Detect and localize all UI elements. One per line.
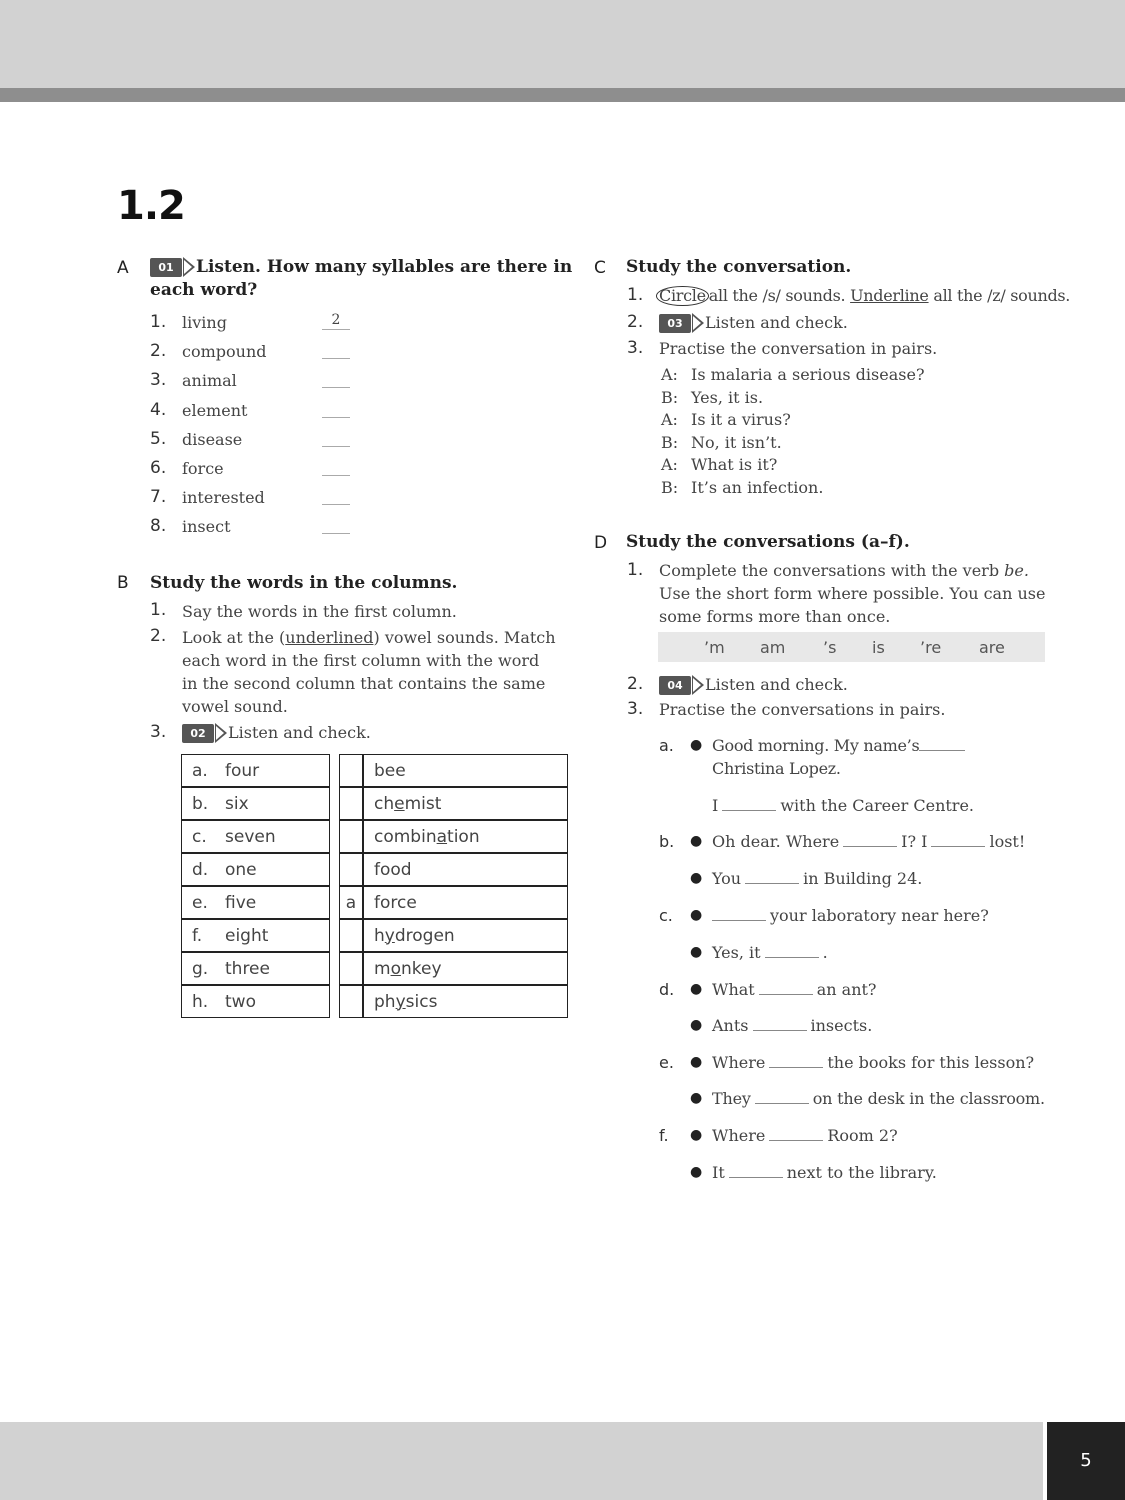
circled-word: Circle	[656, 286, 709, 306]
bullet: ●	[690, 870, 703, 886]
answer-blank[interactable]	[769, 1128, 823, 1141]
answer-blank[interactable]	[919, 738, 965, 751]
verb-form: are	[979, 638, 1005, 657]
conversation-label: b.	[659, 832, 675, 851]
b-instruction-2: Look at the (underlined) vowel sounds. Match each word in the first column with the word in the second column that contains the same vowel sound.	[182, 628, 556, 716]
answer-blank[interactable]	[745, 871, 799, 884]
audio-track-badge[interactable]: 02	[182, 724, 214, 743]
word: living	[182, 313, 227, 332]
bullet: ●	[690, 944, 703, 960]
b-item-number: 3.	[150, 722, 167, 742]
underlined-vowel: a	[436, 826, 448, 847]
header-band	[0, 0, 1125, 88]
syllable-answer-blank[interactable]	[322, 426, 350, 447]
option-letter: c.	[192, 826, 207, 847]
c-item-number: 2.	[627, 312, 644, 332]
left-word-cell	[181, 919, 330, 952]
c-instruction-1: Circle all the /s/ sounds. Underline all the /z/ sounds.	[656, 284, 1070, 307]
match-answer-cell[interactable]	[339, 853, 363, 886]
table-row	[339, 952, 568, 985]
word-part: h	[374, 925, 385, 946]
answer-blank[interactable]	[843, 834, 897, 847]
bullet: ●	[690, 981, 703, 997]
conversation-line: It next to the library.	[712, 1163, 937, 1182]
d-instruction-3: Practise the conversations in pairs.	[659, 700, 946, 719]
word-part: nkey	[400, 958, 442, 979]
syllable-answer-blank[interactable]	[322, 484, 350, 505]
c-instruction-2: 03 Listen and check.	[659, 311, 848, 334]
section-b-title: Study the words in the columns.	[150, 573, 458, 593]
bullet: ●	[690, 1054, 703, 1070]
left-word-cell	[181, 952, 330, 985]
word-part: combin	[374, 826, 437, 847]
bullet: ●	[690, 1127, 703, 1143]
bullet: ●	[690, 833, 703, 849]
word-part: ch	[374, 793, 395, 814]
option-letter: d.	[192, 859, 209, 880]
table-row	[181, 787, 330, 820]
dialogue-line: Is malaria a serious disease?	[691, 365, 925, 384]
option-word: five	[225, 892, 257, 913]
right-word-cell	[363, 952, 568, 985]
word-part: drogen	[394, 925, 455, 946]
word: animal	[182, 371, 237, 391]
b-instruction-3: 02 Listen and check.	[182, 721, 371, 744]
left-word-cell	[181, 820, 330, 853]
match-answer-cell[interactable]	[339, 985, 363, 1018]
option-word: one	[225, 859, 257, 880]
dialogue-line: Is it a virus?	[691, 410, 791, 430]
word-part: m	[374, 958, 391, 979]
word-part: tion	[447, 826, 480, 847]
speaker-label: B:	[661, 387, 679, 407]
conversation-label: d.	[659, 980, 675, 999]
match-answer-cell[interactable]	[339, 787, 363, 820]
conversation-line: your laboratory near here?	[712, 904, 989, 927]
item-number: 5.	[150, 428, 167, 449]
answer-blank[interactable]	[712, 908, 766, 921]
header-stripe	[0, 88, 1125, 102]
left-word-cell	[181, 787, 330, 820]
verb-form: is	[872, 638, 885, 657]
word-part: food	[374, 859, 412, 880]
table-row	[339, 886, 568, 919]
option-letter: f.	[192, 925, 203, 946]
speaker-label: A:	[661, 455, 678, 475]
answer-blank[interactable]	[753, 1018, 807, 1031]
speaker-label: B:	[661, 432, 679, 452]
conversation-label: a.	[659, 736, 674, 755]
right-word-cell	[363, 919, 568, 952]
conversation-line: Where the books for this lesson?	[712, 1053, 1035, 1072]
d-instruction-2: 04 Listen and check.	[659, 673, 848, 696]
item-number: 2.	[150, 341, 167, 362]
dialogue-line: What is it?	[691, 455, 778, 475]
underlined-vowel: y	[395, 991, 406, 1012]
item-number: 3.	[150, 370, 167, 391]
section-c-letter: C	[594, 258, 606, 278]
word: compound	[182, 342, 267, 362]
option-word: four	[225, 760, 260, 781]
match-answer-cell[interactable]	[339, 820, 363, 853]
answer-blank[interactable]	[722, 798, 776, 811]
option-word: seven	[225, 826, 276, 847]
option-letter: g.	[192, 958, 209, 979]
right-word-cell	[363, 853, 568, 886]
b-item-number: 2.	[150, 626, 167, 646]
conversation-line: What an ant?	[712, 980, 877, 999]
bullet: ●	[690, 1090, 703, 1106]
option-letter: b.	[192, 793, 209, 814]
item-number: 8.	[150, 516, 167, 537]
table-row	[181, 985, 330, 1018]
word-part: force	[374, 892, 417, 913]
b-instruction-1: Say the words in the first column.	[182, 602, 457, 621]
word-part: bee	[374, 760, 406, 781]
speaker-label: B:	[661, 478, 679, 497]
verb-forms-box	[658, 632, 1045, 662]
table-row	[181, 886, 330, 919]
speaker-label: A:	[661, 365, 678, 384]
d-item-number: 3.	[627, 699, 644, 719]
table-row	[181, 952, 330, 985]
speaker-label: A:	[661, 410, 678, 430]
underlined-vowel: e	[394, 793, 405, 814]
bullet: ●	[690, 1164, 703, 1180]
answer-blank[interactable]	[931, 834, 985, 847]
verb-form: ’m	[704, 638, 725, 657]
section-d-title: Study the conversations (a–f).	[626, 532, 910, 552]
section-d-letter: D	[594, 533, 608, 553]
item-number: 6.	[150, 458, 167, 478]
right-word-cell	[363, 886, 568, 919]
syllable-answer-blank[interactable]	[322, 338, 350, 359]
dialogue-line: No, it isn’t.	[691, 432, 782, 452]
option-word: six	[225, 793, 249, 814]
verb-form: ’s	[823, 638, 837, 657]
right-word-cell	[363, 754, 568, 787]
conversation-label: f.	[659, 1126, 669, 1145]
table-row	[181, 820, 330, 853]
conversation-line: Yes, it .	[712, 943, 828, 962]
conversation-line: I with the Career Centre.	[712, 796, 974, 815]
underlined-vowel: o	[390, 958, 401, 979]
section-a-letter: A	[117, 258, 129, 278]
word: element	[182, 400, 248, 420]
dialogue-line: Yes, it is.	[691, 387, 764, 407]
match-answer-cell[interactable]: a	[339, 886, 363, 919]
bullet: ●	[690, 907, 703, 923]
syllable-answer-blank[interactable]	[322, 367, 350, 388]
page-number: 5	[1047, 1422, 1125, 1500]
left-word-cell	[181, 754, 330, 787]
c-instruction-3: Practise the conversation in pairs.	[659, 339, 938, 358]
word-part: mist	[404, 793, 442, 814]
conversation-line: Where Room 2?	[712, 1126, 898, 1145]
left-word-cell	[181, 886, 330, 919]
match-answer-cell[interactable]	[339, 754, 363, 787]
word: insect	[182, 517, 231, 537]
answer-blank[interactable]	[729, 1165, 783, 1178]
d-item-number: 2.	[627, 674, 644, 694]
syllable-answer-blank[interactable]	[322, 397, 350, 418]
audio-track-badge[interactable]: 03	[659, 314, 691, 333]
table-row	[339, 787, 568, 820]
word-part: sics	[405, 991, 438, 1012]
verb-form: ’re	[920, 638, 942, 657]
unit-number: 1.2	[117, 183, 185, 229]
answer-blank[interactable]	[759, 982, 813, 995]
table-row	[181, 754, 330, 787]
conversation-label: c.	[659, 906, 673, 925]
conversation-line: They on the desk in the classroom.	[712, 1089, 1045, 1108]
option-letter: a.	[192, 760, 208, 781]
word: interested	[182, 488, 265, 508]
word: force	[182, 459, 224, 478]
syllable-answer-blank[interactable]	[322, 455, 350, 476]
audio-track-badge[interactable]: 04	[659, 676, 691, 695]
verb-form: am	[760, 638, 786, 657]
left-word-cell	[181, 985, 330, 1018]
match-answer-cell[interactable]	[339, 919, 363, 952]
right-word-column	[339, 754, 568, 1018]
syllable-answer-blank[interactable]	[322, 513, 350, 534]
table-row	[339, 853, 568, 886]
answer-blank[interactable]	[769, 1055, 823, 1068]
section-a-title-line2: each word?	[150, 280, 258, 300]
dialogue-line: It’s an infection.	[691, 478, 824, 497]
option-letter: h.	[192, 991, 209, 1012]
audio-track-badge[interactable]: 01	[150, 258, 182, 277]
b-item-number: 1.	[150, 600, 167, 620]
footer-band	[0, 1422, 1043, 1500]
c-item-number: 3.	[627, 338, 644, 358]
d-item-number: 1.	[627, 560, 644, 580]
table-row	[339, 754, 568, 787]
answer-blank[interactable]	[755, 1091, 809, 1104]
option-word: three	[225, 958, 270, 979]
right-word-cell	[363, 787, 568, 820]
table-row	[339, 985, 568, 1018]
bullet: ●	[690, 1017, 703, 1033]
item-number: 4.	[150, 399, 167, 420]
item-number: 7.	[150, 487, 167, 508]
conversation-line: Good morning. My name’s Christina Lopez.	[712, 734, 965, 780]
syllable-answer-blank[interactable]: 2	[322, 309, 350, 330]
match-answer-cell[interactable]	[339, 952, 363, 985]
left-word-cell	[181, 853, 330, 886]
word-part: ph	[374, 991, 396, 1012]
right-word-cell	[363, 985, 568, 1018]
bullet: ●	[690, 737, 703, 753]
conversation-line: Ants insects.	[712, 1016, 873, 1035]
option-letter: e.	[192, 892, 208, 913]
table-row	[339, 820, 568, 853]
section-c-title: Study the conversation.	[626, 257, 852, 277]
table-row	[339, 919, 568, 952]
option-word: eight	[225, 925, 269, 946]
conversation-line: Oh dear. Where I? I lost!	[712, 832, 1026, 851]
word: disease	[182, 429, 243, 449]
conversation-line: You in Building 24.	[712, 869, 923, 888]
option-word: two	[225, 991, 256, 1012]
d-instruction-1: Complete the conversations with the verb be. Use the short form where possible. You can use some forms more than once.	[659, 561, 1046, 626]
right-word-cell	[363, 820, 568, 853]
underlined-vowel: y	[384, 925, 395, 946]
answer-blank[interactable]	[765, 945, 819, 958]
section-b-letter: B	[117, 573, 129, 593]
left-word-column	[181, 754, 330, 1018]
item-number: 1.	[150, 312, 167, 332]
section-a-title: 01 Listen. How many syllables are there in	[150, 257, 572, 277]
c-item-number: 1.	[627, 285, 644, 305]
table-row	[181, 853, 330, 886]
conversation-label: e.	[659, 1053, 674, 1072]
table-row	[181, 919, 330, 952]
